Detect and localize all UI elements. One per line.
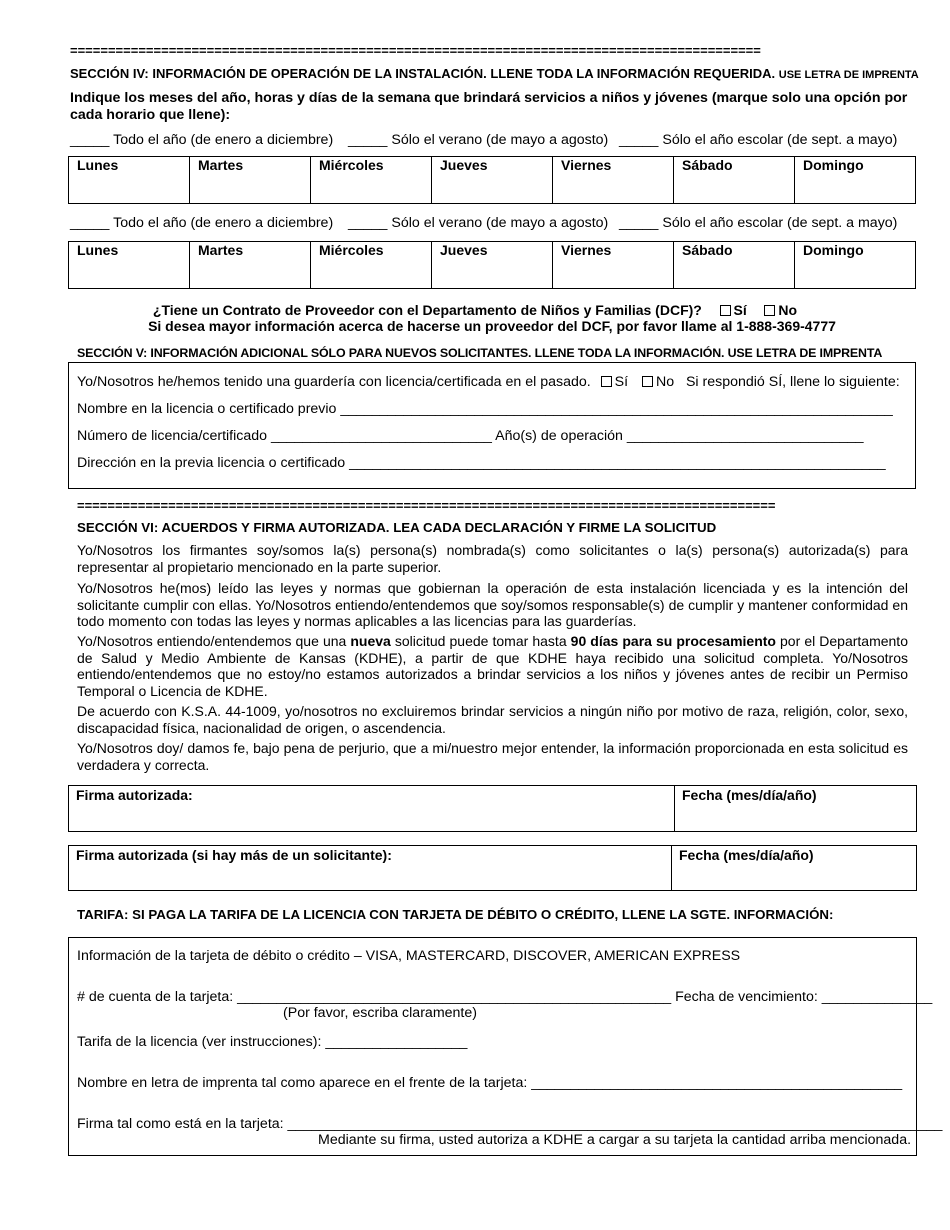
section-6-title: SECCIÓN VI: ACUERDOS Y FIRMA AUTORIZADA. LEA CADA DECLARACIÓN Y FIRME LA SOLICITUD [77, 520, 717, 535]
day-wednesday-2[interactable]: Miércoles [311, 242, 432, 289]
day-thursday-2[interactable]: Jueves [432, 242, 553, 289]
prior-years-label: Año(s) de operación [495, 428, 623, 444]
prior-no-label: No [655, 374, 675, 390]
prior-number-row [77, 428, 864, 444]
day-tuesday-1[interactable]: Martes [190, 157, 311, 204]
card-signature-row [77, 1116, 942, 1132]
license-fee-field[interactable]: __________________ [325, 1034, 468, 1050]
agreement-paragraph-4: De acuerdo con K.S.A. 44-1009, yo/nosotros no excluiremos brindar servicios a ningún niño por motivo de raza, religión, color, sexo, discapacidad física, nacionalidad de origen, o ascendencia. [77, 703, 908, 736]
prior-address-label: Dirección en la previa licencia o certificado [77, 455, 346, 471]
option-summer-1[interactable]: _____ Sólo el verano (de mayo a agosto) [348, 132, 609, 148]
dcf-question-line [0, 302, 950, 318]
card-name-label: Nombre en letra de imprenta tal como aparece en el frente de la tarjeta: [77, 1075, 528, 1091]
authorized-signature-field[interactable] [68, 785, 675, 832]
section-4-instructions: Indique los meses del año, horas y días de la semana que brindará servicios a niños y jóvenes (marque solo una opción por cada horario que llene): [70, 90, 908, 123]
p3-part-a: Yo/Nosotros entiendo/entendemos que una [77, 633, 351, 649]
dcf-no-label: No [778, 302, 798, 318]
day-sunday-2[interactable]: Domingo [795, 242, 916, 289]
section-4-title [70, 66, 919, 81]
prior-follow-up: Si respondió SÍ, llene lo siguiente: [685, 374, 900, 390]
write-clearly-note: (Por favor, escriba claramente) [283, 1005, 477, 1021]
day-tuesday-2[interactable]: Martes [190, 242, 311, 289]
agreement-paragraph-5: Yo/Nosotros doy/ damos fe, bajo pena de perjurio, que a mi/nuestro mejor entender, la información proporcionada en esta solicitud es verdadera y correcta. [77, 740, 908, 773]
section-5-title: SECCIÓN V: INFORMACIÓN ADICIONAL SÓLO PARA NUEVOS SOLICITANTES. LLENE TODA LA INFORMACIÓN. USE LETRA DE IMPRENTA [77, 346, 883, 360]
card-signature-label: Firma tal como está en la tarjeta: [77, 1116, 284, 1132]
dcf-info: Si desea mayor información acerca de hacerse un proveedor del DCF, por favor llame al 1-888-369-4777 [148, 318, 836, 334]
card-account-row [77, 989, 932, 1005]
schedule-table-2 [68, 241, 916, 289]
prior-address-row [77, 455, 886, 471]
dcf-no-checkbox[interactable] [764, 305, 775, 316]
middle-separator: ============================================================================================ [77, 499, 776, 513]
prior-number-label: Número de licencia/certificado [77, 428, 268, 444]
day-saturday-2[interactable]: Sábado [674, 242, 795, 289]
agreement-paragraph-1: Yo/Nosotros los firmantes soy/somos la(s) persona(s) nombrada(s) como solicitantes o la(s) persona(s) autorizada(s) para representar al propietario mencionado en la parte superior. [77, 542, 908, 575]
day-thursday-1[interactable]: Jueves [432, 157, 553, 204]
signature-date-field[interactable] [674, 785, 917, 832]
prior-name-field[interactable]: ______________________________________________________________________ [340, 401, 893, 417]
card-account-label: # de cuenta de la tarjeta: [77, 989, 234, 1005]
dcf-yes-checkbox[interactable] [720, 305, 731, 316]
card-expiry-field[interactable]: ______________ [821, 989, 933, 1005]
day-saturday-1[interactable]: Sábado [674, 157, 795, 204]
p3-bold-days: 90 días para su procesamiento [570, 633, 776, 649]
card-name-row [77, 1075, 902, 1091]
p3-bold-new: nueva [350, 633, 391, 649]
prior-license-question-line [77, 374, 900, 390]
section-4-title-text: SECCIÓN IV: INFORMACIÓN DE OPERACIÓN DE LA INSTALACIÓN. LLENE TODA LA INFORMACIÓN REQUERIDA. [70, 66, 776, 81]
authorization-note: Mediante su firma, usted autoriza a KDHE a cargar a su tarjeta la cantidad arriba mencionada. [318, 1132, 912, 1148]
prior-no-checkbox[interactable] [642, 376, 653, 387]
card-expiry-label: Fecha de vencimiento: [675, 989, 818, 1005]
second-signature-date-label: Fecha (mes/día/año) [679, 847, 814, 863]
dcf-question: ¿Tiene un Contrato de Proveedor con el Departamento de Niños y Familias (DCF)? [152, 302, 702, 318]
day-monday-1[interactable]: Lunes [69, 157, 190, 204]
day-wednesday-1[interactable]: Miércoles [311, 157, 432, 204]
day-friday-2[interactable]: Viernes [553, 242, 674, 289]
option-summer-2[interactable]: _____ Sólo el verano (de mayo a agosto) [348, 215, 609, 231]
option-full-year-2[interactable]: _____ Todo el año (de enero a diciembre) [70, 215, 334, 231]
option-full-year-1[interactable]: _____ Todo el año (de enero a diciembre) [70, 132, 334, 148]
p3-part-c: solicitud puede tomar hasta [390, 633, 571, 649]
agreement-paragraph-3 [77, 633, 908, 699]
card-name-field[interactable]: _______________________________________________ [531, 1075, 903, 1091]
license-fee-label: Tarifa de la licencia (ver instrucciones): [77, 1034, 322, 1050]
second-signature-field[interactable] [68, 845, 672, 891]
day-friday-1[interactable]: Viernes [553, 157, 674, 204]
p3-part-e: por el Departamento de Salud y Medio Ambiente de Kansas (KDHE), a partir de que KDHE haya recibido una solicitud completa. Yo/Nosotros entiendo/entendemos que no estoy/no estamos autorizados a brindar servicios a los niños y jóvenes antes de recibir un Permiso Temporal o Licencia de KDHE. [77, 633, 908, 699]
card-account-field[interactable]: _______________________________________________________ [237, 989, 672, 1005]
day-monday-2[interactable]: Lunes [69, 242, 190, 289]
option-school-year-2[interactable]: _____ Sólo el año escolar (de sept. a mayo) [619, 215, 898, 231]
second-signature-label: Firma autorizada (si hay más de un solicitante): [76, 847, 392, 863]
prior-years-field[interactable]: ______________________________ [626, 428, 864, 444]
prior-yes-checkbox[interactable] [601, 376, 612, 387]
section-4-title-small: USE LETRA DE IMPRENTA [778, 69, 919, 81]
authorized-signature-label: Firma autorizada: [76, 787, 193, 803]
option-school-year-1[interactable]: _____ Sólo el año escolar (de sept. a mayo) [619, 132, 898, 148]
license-fee-row [77, 1034, 467, 1050]
prior-number-field[interactable]: ____________________________ [271, 428, 492, 444]
signature-date-label: Fecha (mes/día/año) [682, 787, 817, 803]
card-info: Información de la tarjeta de débito o crédito – VISA, MASTERCARD, DISCOVER, AMERICAN EXPRESS [77, 948, 741, 964]
prior-name-label: Nombre en la licencia o certificado previo [77, 401, 337, 417]
prior-address-field[interactable]: ____________________________________________________________________ [349, 455, 886, 471]
prior-yes-label: Sí [614, 374, 629, 390]
agreement-paragraph-2: Yo/Nosotros he(mos) leído las leyes y normas que gobiernan la operación de esta instalación licenciada y es la intención del solicitante cumplir con ellas. Yo/Nosotros entiendo/entendemos que soy/somos responsable(s) de cumplir y mantener conformidad en todo momento con todas las leyes y normas aplicables a las licencias para las guarderías. [77, 580, 908, 629]
day-sunday-1[interactable]: Domingo [795, 157, 916, 204]
dcf-yes-label: Sí [733, 302, 747, 318]
prior-name-row [77, 401, 893, 417]
prior-license-question: Yo/Nosotros he/hemos tenido una guardería con licencia/certificada en el pasado. [77, 374, 591, 390]
second-signature-date-field[interactable] [671, 845, 917, 891]
fee-title: TARIFA: SI PAGA LA TARIFA DE LA LICENCIA CON TARJETA DE DÉBITO O CRÉDITO, LLENE LA SGTE. INFORMACIÓN: [77, 907, 834, 922]
schedule-table-1 [68, 156, 916, 204]
card-signature-field[interactable]: ___________________________________________________________________________________ [287, 1116, 943, 1132]
top-separator: =========================================================================================== [70, 44, 761, 58]
